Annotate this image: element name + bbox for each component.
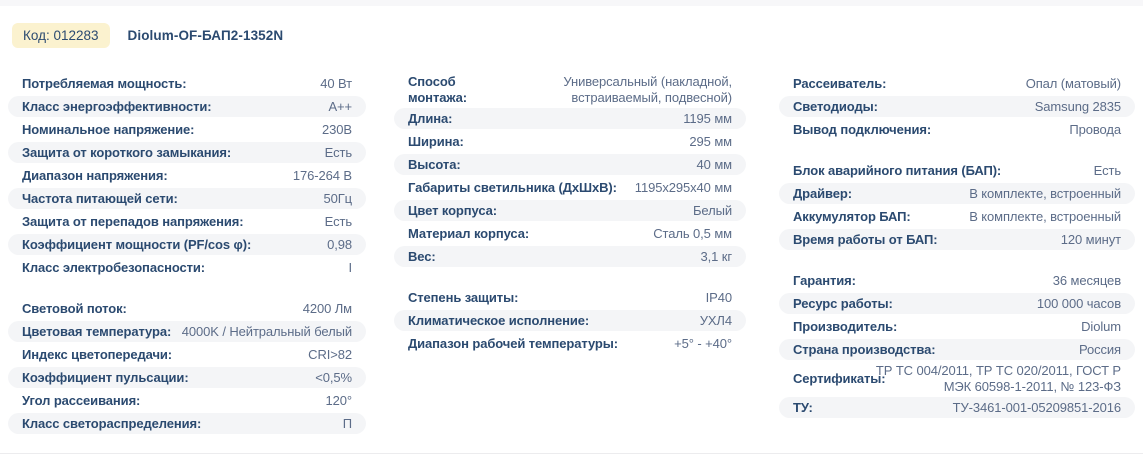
- spec-group: [8, 298, 366, 434]
- spec-value: 40 мм: [696, 156, 732, 172]
- spec-columns: [8, 73, 1143, 436]
- product-header: [12, 22, 1143, 49]
- spec-group: [394, 73, 746, 267]
- spec-value: 4000K / Нейтральный белый: [181, 323, 352, 339]
- spec-label: Защита от короткого замыкания:: [22, 144, 232, 160]
- spec-value: A++: [328, 98, 352, 114]
- spec-label: Коэффициент пульсации:: [22, 369, 189, 385]
- spec-value: 0,98: [327, 236, 352, 252]
- spec-row: [394, 200, 746, 221]
- spec-row: [394, 108, 746, 129]
- spec-label: Производитель:: [793, 318, 898, 334]
- product-model-name: Diolum-OF-БАП2-1352N: [127, 28, 284, 43]
- spec-row: [8, 165, 366, 186]
- spec-value: Универсальный (накладной, встраиваемый, подвесной): [563, 74, 732, 105]
- spec-label: Аккумулятор БАП:: [793, 208, 911, 224]
- bottom-divider: [0, 453, 1143, 454]
- spec-value: CRI>82: [308, 346, 352, 362]
- spec-label: Класс светораспределения:: [22, 415, 202, 431]
- spec-value: IP40: [705, 289, 732, 305]
- spec-value: Есть: [324, 144, 352, 160]
- spec-row: [8, 344, 366, 365]
- spec-value: 1195x295x40 мм: [634, 179, 732, 195]
- spec-row: [8, 142, 366, 163]
- spec-value: 40 Вт: [320, 75, 352, 91]
- spec-row: [8, 390, 366, 411]
- spec-label: Габариты светильника (ДхШхВ):: [408, 179, 617, 195]
- spec-label: Вес:: [408, 248, 436, 264]
- spec-label: Ширина:: [408, 133, 464, 149]
- spec-value: Samsung 2835: [1034, 98, 1121, 114]
- spec-value: 230В: [322, 121, 352, 137]
- spec-row: [8, 119, 366, 140]
- spec-value: 50Гц: [323, 190, 352, 206]
- spec-row: [779, 119, 1135, 140]
- spec-label: Вывод подключения:: [793, 121, 932, 137]
- spec-label: Диапазон рабочей температуры:: [408, 335, 618, 351]
- spec-value: Опал (матовый): [1025, 75, 1121, 91]
- spec-group: [779, 270, 1135, 418]
- spec-value: Сталь 0,5 мм: [653, 225, 732, 241]
- spec-label: Способ монтажа:: [408, 74, 467, 105]
- spec-label: Гарантия:: [793, 272, 856, 288]
- spec-row: [8, 188, 366, 209]
- spec-row: [779, 270, 1135, 291]
- spec-label: Класс электробезопасности:: [22, 259, 206, 275]
- spec-value: Diolum: [1081, 318, 1121, 334]
- spec-row: [779, 73, 1135, 94]
- spec-row: [779, 160, 1135, 181]
- spec-value: 176-264 В: [292, 167, 352, 183]
- spec-value: В комплекте, встроенный: [969, 185, 1121, 201]
- spec-label: Материал корпуса:: [408, 225, 530, 241]
- spec-row: [779, 229, 1135, 250]
- spec-row: [8, 211, 366, 232]
- spec-value: 100 000 часов: [1036, 295, 1121, 311]
- spec-row: [394, 333, 746, 354]
- spec-label: Цвет корпуса:: [408, 202, 497, 218]
- spec-label: Диапазон напряжения:: [22, 167, 168, 183]
- spec-value: ТУ-3461-001-05209851-2016: [952, 399, 1121, 415]
- spec-label: Рассеиватель:: [793, 75, 887, 91]
- spec-value: Провода: [1069, 121, 1121, 137]
- spec-row: [394, 287, 746, 308]
- spec-label: Коэффициент мощности (PF/cos φ):: [22, 236, 252, 252]
- spec-row: [8, 73, 366, 94]
- spec-value: Есть: [1093, 162, 1121, 178]
- spec-row: [8, 96, 366, 117]
- spec-value: 120°: [325, 392, 352, 408]
- spec-label: Страна производства:: [793, 341, 936, 357]
- spec-value: 295 мм: [689, 133, 732, 149]
- spec-value: Белый: [692, 202, 732, 218]
- spec-value: В комплекте, встроенный: [969, 208, 1121, 224]
- spec-label: Угол рассеивания:: [22, 392, 141, 408]
- spec-label: Класс энергоэффективности:: [22, 98, 212, 114]
- spec-row: [394, 246, 746, 267]
- spec-group: [779, 160, 1135, 250]
- spec-row: [779, 362, 1135, 395]
- spec-row: [779, 316, 1135, 337]
- spec-row: [779, 206, 1135, 227]
- spec-value: ТР ТС 004/2011, ТР ТС 020/2011, ГОСТ Р МЭК 60598-1-2011, № 123-ФЗ: [875, 363, 1121, 394]
- spec-label: Световой поток:: [22, 300, 127, 316]
- spec-value: I: [348, 259, 352, 275]
- spec-row: [779, 96, 1135, 117]
- spec-column-1: [8, 73, 366, 436]
- spec-value: 120 минут: [1060, 231, 1121, 247]
- spec-value: 4200 Лм: [302, 300, 352, 316]
- spec-row: [8, 321, 366, 342]
- spec-row: [779, 183, 1135, 204]
- spec-row: [779, 339, 1135, 360]
- spec-value: +5° - +40°: [674, 335, 732, 351]
- spec-label: Степень защиты:: [408, 289, 519, 305]
- spec-row: [8, 413, 366, 434]
- spec-value: П: [342, 415, 352, 431]
- spec-group: [779, 73, 1135, 140]
- spec-value: 3,1 кг: [700, 248, 732, 264]
- spec-value: 36 месяцев: [1052, 272, 1121, 288]
- spec-row: [394, 310, 746, 331]
- spec-row: [8, 234, 366, 255]
- product-code-badge: Код: 012283: [12, 23, 110, 48]
- spec-value: Россия: [1078, 341, 1121, 357]
- spec-label: ТУ:: [793, 399, 813, 415]
- spec-label: Блок аварийного питания (БАП):: [793, 162, 1002, 178]
- spec-value: Есть: [324, 213, 352, 229]
- spec-row: [394, 73, 746, 106]
- spec-label: Сертификаты:: [793, 370, 886, 386]
- spec-row: [394, 154, 746, 175]
- spec-row: [779, 293, 1135, 314]
- spec-group: [394, 287, 746, 354]
- spec-label: Высота:: [408, 156, 461, 172]
- spec-row: [8, 367, 366, 388]
- spec-label: Защита от перепадов напряжения:: [22, 213, 244, 229]
- spec-row: [394, 223, 746, 244]
- spec-row: [779, 397, 1135, 418]
- spec-label: Длина:: [408, 110, 453, 126]
- spec-label: Индекс цветопередачи:: [22, 346, 173, 362]
- spec-label: Драйвер:: [793, 185, 852, 201]
- spec-row: [394, 131, 746, 152]
- top-strip: [0, 0, 1143, 6]
- spec-column-3: [779, 73, 1135, 436]
- spec-row: [8, 257, 366, 278]
- spec-column-2: [394, 73, 746, 436]
- spec-label: Ресурс работы:: [793, 295, 893, 311]
- spec-group: [8, 73, 366, 278]
- spec-row: [394, 177, 746, 198]
- spec-label: Цветовая температура:: [22, 323, 172, 339]
- spec-value: УХЛ4: [699, 312, 732, 328]
- spec-label: Время работы от БАП:: [793, 231, 938, 247]
- spec-row: [8, 298, 366, 319]
- spec-value: <0,5%: [315, 369, 352, 385]
- spec-value: 1195 мм: [683, 110, 732, 126]
- spec-label: Климатическое исполнение:: [408, 312, 590, 328]
- spec-label: Частота питающей сети:: [22, 190, 178, 206]
- spec-label: Номинальное напряжение:: [22, 121, 195, 137]
- spec-label: Потребляемая мощность:: [22, 75, 187, 91]
- spec-label: Светодиоды:: [793, 98, 878, 114]
